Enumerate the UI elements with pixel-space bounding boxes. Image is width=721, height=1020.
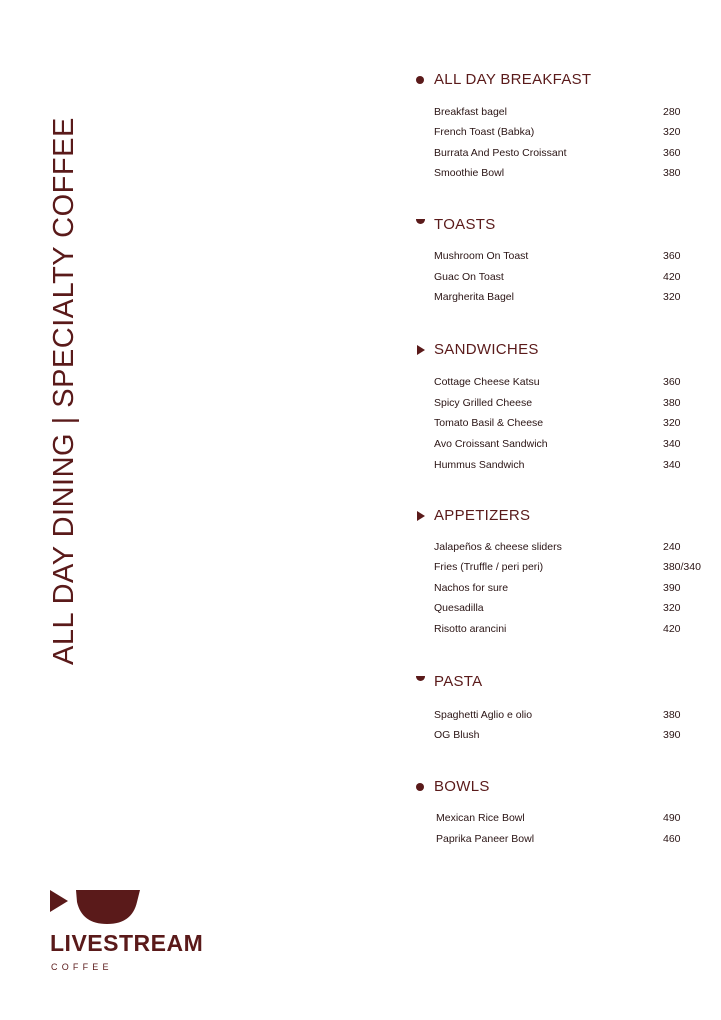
- item-price: 420: [663, 623, 681, 635]
- item-price: 390: [663, 582, 681, 594]
- list-item: [436, 812, 716, 824]
- list-item: [434, 709, 714, 721]
- section-title: APPETIZERS: [434, 507, 531, 524]
- item-name: Spicy Grilled Cheese: [434, 397, 533, 409]
- item-name: OG Blush: [434, 729, 480, 741]
- item-price: 320: [663, 602, 681, 614]
- item-price: 320: [663, 291, 681, 303]
- dot-icon: [415, 74, 427, 86]
- item-price: 360: [663, 147, 681, 159]
- logo-wordmark: LIVESTREAM: [50, 930, 204, 956]
- item-price: 420: [663, 271, 681, 283]
- item-name: Guac On Toast: [434, 271, 504, 283]
- list-item: [434, 438, 714, 450]
- list-item: [434, 271, 714, 283]
- section-all-day-breakfast: [415, 71, 591, 88]
- triangle-icon: [415, 344, 427, 356]
- item-price: 380/340: [663, 561, 701, 573]
- cup-icon: [415, 676, 427, 688]
- list-item: [434, 291, 714, 303]
- section-title: PASTA: [434, 673, 483, 690]
- item-price: 320: [663, 417, 681, 429]
- section-appetizers: [415, 507, 530, 524]
- item-price: 380: [663, 709, 681, 721]
- item-name: Quesadilla: [434, 602, 484, 614]
- item-name: Fries (Truffle / peri peri): [434, 561, 544, 573]
- list-item: [434, 250, 714, 262]
- item-price: 380: [663, 397, 681, 409]
- section-sandwiches: [415, 341, 539, 358]
- item-name: Mexican Rice Bowl: [436, 812, 525, 824]
- section-toasts: [415, 216, 496, 233]
- dot-icon: [415, 781, 427, 793]
- list-item: [434, 376, 714, 388]
- section-title: SANDWICHES: [434, 341, 539, 358]
- item-name: Cottage Cheese Katsu: [434, 376, 540, 388]
- item-name: Smoothie Bowl: [434, 167, 505, 179]
- item-name: Jalapeños & cheese sliders: [434, 541, 562, 553]
- logo-subtitle: COFFEE: [51, 962, 113, 972]
- item-price: 320: [663, 126, 681, 138]
- item-price: 280: [663, 106, 681, 118]
- item-name: Burrata And Pesto Croissant: [434, 147, 567, 159]
- item-name: Mushroom On Toast: [434, 250, 529, 262]
- side-title: ALL DAY DINING | SPECIALTY COFFEE: [48, 117, 80, 665]
- list-item: [434, 459, 714, 471]
- list-item: [434, 126, 714, 138]
- logo-mark-icon: [50, 890, 150, 926]
- list-item: [434, 417, 714, 429]
- section-title: ALL DAY BREAKFAST: [434, 71, 592, 88]
- item-name: Avo Croissant Sandwich: [434, 438, 548, 450]
- item-name: Tomato Basil & Cheese: [434, 417, 544, 429]
- item-price: 340: [663, 438, 681, 450]
- list-item: [434, 602, 714, 614]
- item-name: Breakfast bagel: [434, 106, 507, 118]
- list-item: [434, 397, 714, 409]
- list-item: [434, 106, 714, 118]
- triangle-icon: [415, 510, 427, 522]
- list-item: [434, 623, 714, 635]
- list-item: [434, 541, 714, 553]
- item-name: Hummus Sandwich: [434, 459, 525, 471]
- cup-icon: [415, 219, 427, 231]
- section-bowls: [415, 778, 490, 795]
- section-title: TOASTS: [434, 216, 496, 233]
- item-price: 490: [663, 812, 681, 824]
- list-item: [434, 729, 714, 741]
- list-item: [434, 582, 714, 594]
- item-price: 380: [663, 167, 681, 179]
- item-name: French Toast (Babka): [434, 126, 535, 138]
- list-item: [436, 833, 716, 845]
- item-price: 360: [663, 376, 681, 388]
- item-price: 360: [663, 250, 681, 262]
- item-name: Risotto arancini: [434, 623, 507, 635]
- list-item: [434, 167, 714, 179]
- section-pasta: [415, 673, 482, 690]
- item-name: Margherita Bagel: [434, 291, 514, 303]
- item-name: Spaghetti Aglio e olio: [434, 709, 533, 721]
- list-item: [434, 147, 714, 159]
- brand-logo: [50, 890, 250, 980]
- item-name: Nachos for sure: [434, 582, 509, 594]
- list-item: [434, 561, 714, 573]
- item-price: 390: [663, 729, 681, 741]
- item-price: 340: [663, 459, 681, 471]
- item-name: Paprika Paneer Bowl: [436, 833, 535, 845]
- item-price: 240: [663, 541, 681, 553]
- section-title: BOWLS: [434, 778, 490, 795]
- item-price: 460: [663, 833, 681, 845]
